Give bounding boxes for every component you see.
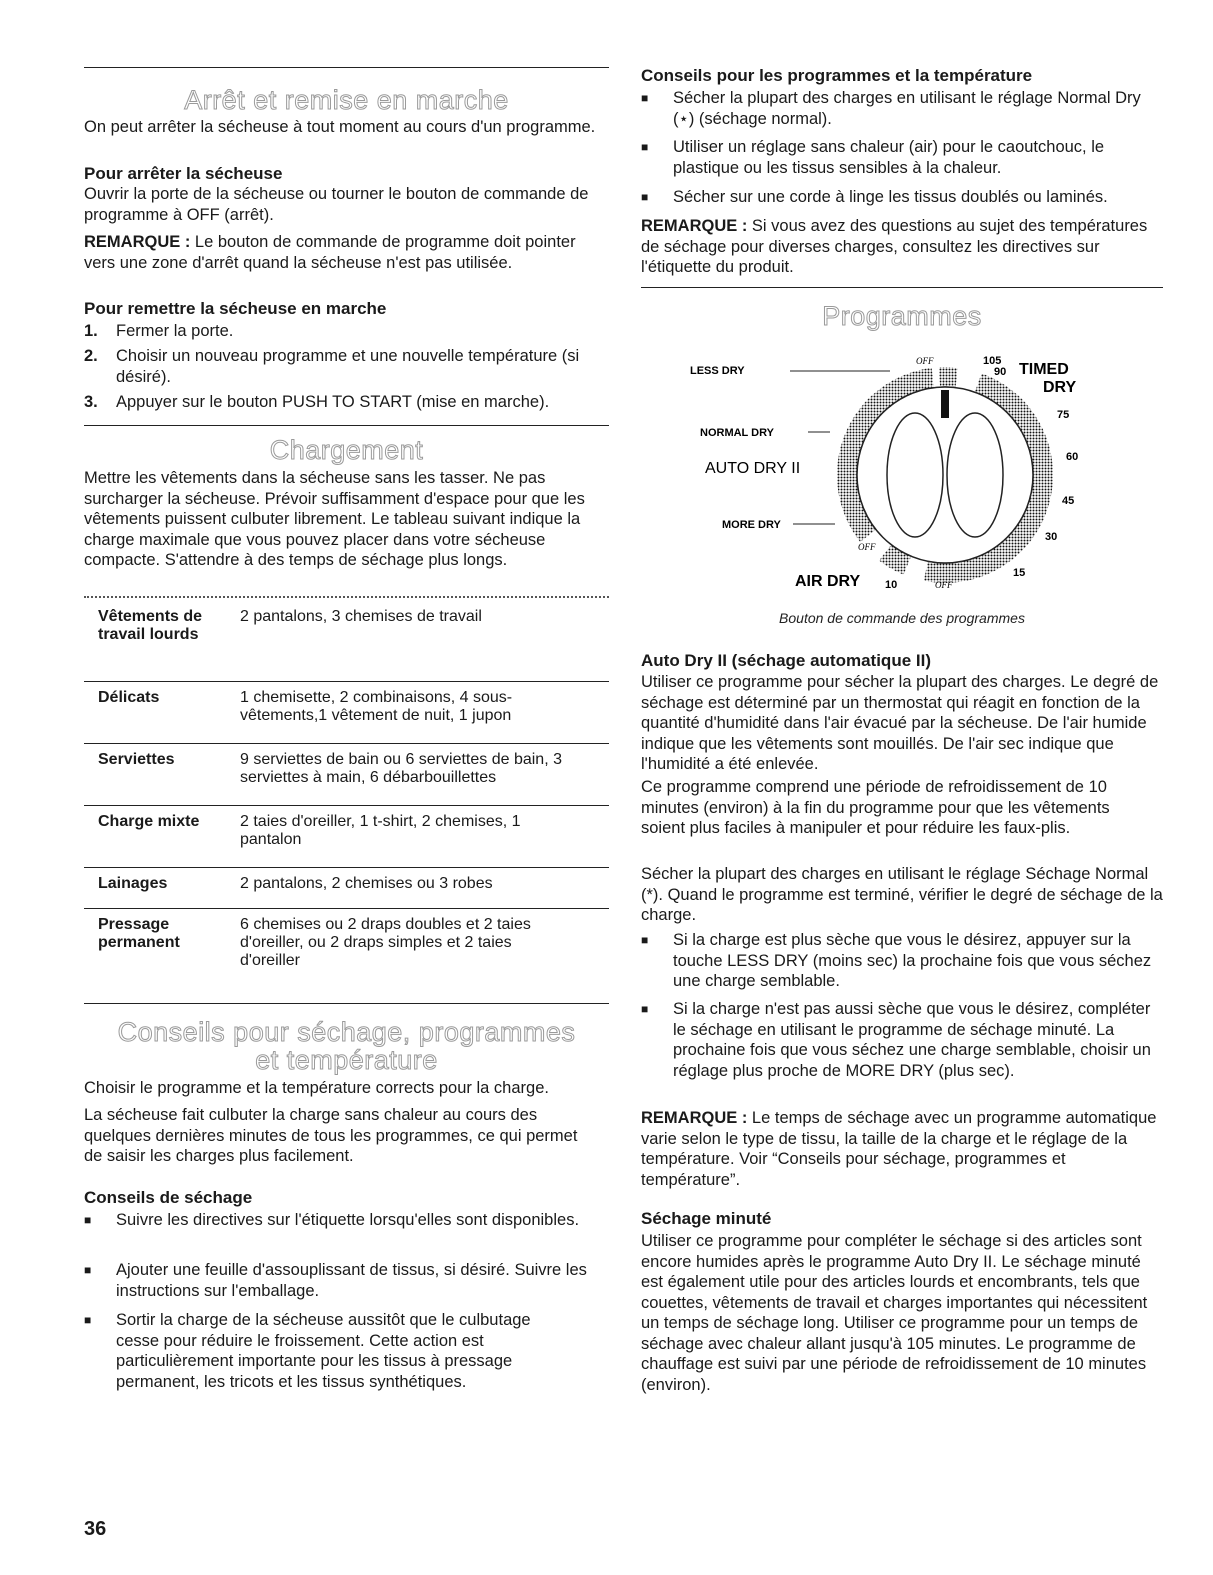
- section-title-arret: Arrêt et remise en marche: [184, 85, 509, 115]
- dial-caption: Bouton de commande des programmes: [779, 610, 1025, 626]
- label-normal-dry: NORMAL DRY: [700, 427, 774, 439]
- label-off-left: OFF: [858, 542, 876, 552]
- auto-p2: Ce programme comprend une période de refroidissement de 10 minutes (environ) à la fin du programme pour que les vêtements soient plus faciles à manipuler et pour réduire les faux-plis.: [641, 778, 1110, 837]
- table-divider: [84, 743, 609, 744]
- table-divider: [84, 867, 609, 868]
- temp-heading: Conseils pour les programmes et la température: [641, 66, 1033, 85]
- section-title-conseils-1: Conseils pour séchage, programmes: [117, 1017, 576, 1047]
- label-dry: DRY: [1043, 379, 1077, 396]
- auto-p1: Utiliser ce programme pour sécher la plupart des charges. Le degré de séchage est déterminé par un thermostat qui réagit en fonction de la quantité d'humidité dans l'air évacué par la sécheuse. De l'air humide indique que les vêtements sont mouillés. De l'air sec indique que l'humidité a été enlevée.: [641, 673, 1159, 773]
- label-timed: TIMED: [1019, 361, 1069, 378]
- note-label: REMARQUE :: [641, 1109, 748, 1127]
- label-105: 105: [983, 355, 1002, 367]
- label-less-dry: LESS DRY: [690, 365, 745, 377]
- table-divider: [84, 908, 609, 909]
- bullet-icon: ■: [641, 1002, 649, 1016]
- top-rule-left: [84, 67, 609, 68]
- arret-note: [84, 232, 584, 273]
- note-label: REMARQUE :: [641, 217, 748, 235]
- label-15: 15: [1013, 567, 1026, 579]
- stop-text: Ouvrir la porte de la sécheuse ou tourner le bouton de commande de programme à OFF (arrêt).: [84, 185, 589, 224]
- rule-chargement: [84, 425, 609, 426]
- label-75: 75: [1057, 409, 1070, 421]
- table-divider: [84, 681, 609, 682]
- list-item: ■ Sortir la charge de la sécheuse aussitôt que le culbutage cesse pour réduire le froissement. Cette action est particulièrement importante pour les tissus à pressage permanent, les tricots et les tissus synthétiques.: [84, 1311, 531, 1391]
- step-2: 2. Choisir un nouveau programme et une nouvelle température (si désiré).: [84, 347, 580, 386]
- section-title-conseils-2: et température: [255, 1045, 438, 1075]
- auto-heading: Auto Dry II (séchage automatique II): [641, 651, 931, 670]
- auto-note: [641, 1108, 1163, 1190]
- label-45: 45: [1062, 495, 1075, 507]
- bullet-icon: ■: [641, 933, 649, 947]
- bullet-icon: ■: [641, 91, 649, 105]
- note-label: REMARQUE :: [84, 233, 191, 251]
- note-text: Si vous avez des questions au sujet des températures de séchage pour diverses charges, consultez les directives sur l'étiquette du produit.: [641, 217, 1148, 276]
- list-item: ■ Si la charge n'est pas aussi sèche que vous le désirez, compléter le séchage en utilisant le programme de séchage minuté. La prochaine fois que vous séchez une charge semblable, choisir un réglage plus proche de MORE DRY (plus sec).: [641, 1000, 1151, 1080]
- timed-text: Utiliser ce programme pour compléter le séchage si des articles sont encore humides après le programme Auto Dry II. Le séchage minuté est également utile pour des articles lourds et encombrants, tels que couettes, vêtements de travail et charges importantes qui nécessitent un temps de séchage long. Utiliser ce programme pour un temps de séchage avec chaleur allant jusqu'à 105 minutes. Le programme de chauffage est suivi par une période de refroidissement de 10 minutes (environ).: [641, 1232, 1148, 1394]
- step-1: 1. Fermer la porte.: [84, 322, 234, 340]
- label-off-bottom: OFF: [935, 580, 953, 590]
- note-text: Le bouton de commande de programme doit pointer vers une zone d'arrêt quand la sécheuse n'est pas utilisée.: [84, 233, 576, 272]
- program-dial: [690, 350, 1110, 600]
- label-30: 30: [1045, 531, 1058, 543]
- rule-conseils: [84, 1003, 609, 1004]
- restart-heading: Pour remettre la sécheuse en marche: [84, 299, 387, 318]
- dial-pointer: [941, 390, 949, 418]
- label-60: 60: [1066, 451, 1079, 463]
- knob-grip-right: [947, 413, 1003, 537]
- timed-heading: Séchage minuté: [641, 1209, 772, 1228]
- auto-p3: Sécher la plupart des charges en utilisant le réglage Séchage Normal (*). Quand le programme est terminé, vérifier le degré de séchage de la charge.: [641, 865, 1163, 924]
- list-item: ■ Ajouter une feuille d'assouplissant de tissus, si désiré. Suivre les instructions sur l'emballage.: [84, 1261, 587, 1300]
- bullet-icon: ■: [84, 1213, 92, 1227]
- conseils-p1: Choisir le programme et la température corrects pour la charge.: [84, 1079, 549, 1097]
- label-90: 90: [994, 366, 1007, 378]
- table-divider: [84, 805, 609, 806]
- step-3: 3. Appuyer sur le bouton PUSH TO START (mise en marche).: [84, 393, 550, 411]
- drying-heading: Conseils de séchage: [84, 1188, 253, 1207]
- label-more-dry: MORE DRY: [722, 519, 781, 531]
- list-item: ■ Utiliser un réglage sans chaleur (air) pour le caoutchouc, le plastique ou les tissus sensibles à la chaleur.: [641, 138, 1105, 177]
- list-item: ■ Sécher sur une corde à linge les tissus doublés ou laminés.: [641, 188, 1108, 206]
- note-text: Le temps de séchage avec un programme automatique varie selon le type de tissu, la taille de la charge et le réglage de la température. Voir “Conseils pour séchage, programmes et température”.: [641, 1109, 1157, 1189]
- temp-note: [641, 216, 1151, 278]
- knob-grip-left: [887, 413, 943, 537]
- list-item: ■ Sécher la plupart des charges en utilisant le réglage Normal Dry (⋆) (séchage normal).: [641, 89, 1141, 128]
- section-title-programmes: Programmes: [822, 301, 982, 331]
- rule-programmes: [641, 287, 1163, 288]
- list-item: ■ Suivre les directives sur l'étiquette lorsqu'elles sont disponibles.: [84, 1211, 580, 1229]
- chargement-text: Mettre les vêtements dans la sécheuse sans les tasser. Ne pas surcharger la sécheuse. Prévoir suffisamment d'espace pour que les vêtements puissent culbuter librement. Le tableau suivant indique la charge maximale que vous pouvez placer dans votre sécheuse compacte. S'attendre à des temps de séchage plus longs.: [84, 469, 585, 569]
- list-item: ■ Si la charge est plus sèche que vous le désirez, appuyer sur la touche LESS DRY (moins sec) la prochaine fois que vous séchez une charge semblable.: [641, 931, 1152, 990]
- page-number: 36: [84, 1518, 107, 1540]
- conseils-p2: La sécheuse fait culbuter la charge sans chaleur au cours des quelques dernières minutes de tous les programmes, ce qui permet de saisir les charges plus facilement.: [84, 1106, 578, 1165]
- label-10: 10: [885, 579, 898, 591]
- bullet-icon: ■: [641, 190, 649, 204]
- bullet-icon: ■: [641, 140, 649, 154]
- bullet-icon: ■: [84, 1263, 92, 1277]
- arret-intro: On peut arrêter la sécheuse à tout moment au cours d'un programme.: [84, 118, 596, 136]
- table-top-border: [84, 596, 609, 598]
- stop-heading: Pour arrêter la sécheuse: [84, 164, 283, 183]
- label-off-top: OFF: [916, 356, 934, 366]
- label-auto-dry: AUTO DRY II: [705, 460, 801, 477]
- label-air-dry: AIR DRY: [795, 573, 861, 590]
- section-title-chargement: Chargement: [269, 435, 424, 465]
- bullet-icon: ■: [84, 1313, 92, 1327]
